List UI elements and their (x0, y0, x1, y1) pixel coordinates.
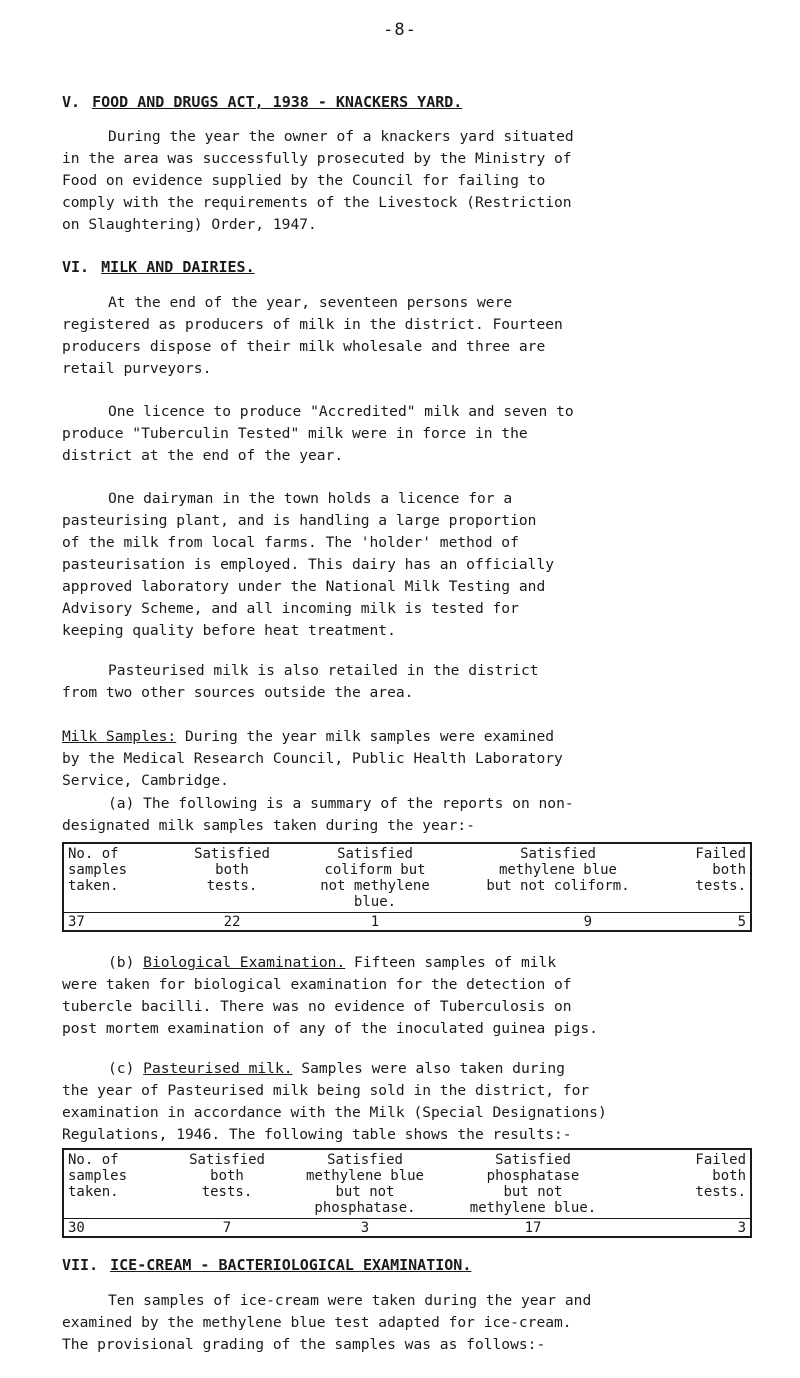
table-c-header: Satisfied phosphatase but not methylene blue. (444, 1149, 622, 1219)
section-vii-heading (62, 1256, 471, 1274)
table-c-cell: 7 (168, 1219, 286, 1238)
table-a-cell: 1 (296, 913, 454, 932)
milk-samples-label: Milk Samples: (62, 728, 177, 745)
table-row (63, 1219, 751, 1238)
page-number: -8- (383, 20, 417, 40)
licences-paragraph: One licence to produce "Accredited" milk and seven to produce "Tuberculin Tested" milk were in force in the district at the end of the year. (62, 403, 574, 464)
section-vi-heading (62, 258, 255, 276)
ice-cream-paragraph: Ten samples of ice-cream were taken during the year and examined by the methylene blue test adapted for ice-cream. The provisional grading of the samples was as follows:- (62, 1292, 592, 1353)
table-a-header: No. of samples taken. (63, 843, 168, 913)
table-a-cell: 37 (63, 913, 168, 932)
milk-samples-paragraph (62, 726, 752, 792)
b-text: Fifteen samples of milk were taken for biological examination for the detection of tubercle bacilli. There was no evidence of Tuberculosis on post mortem examination of any of the inoculated guinea pigs. (62, 954, 598, 1037)
non-designated-samples-table (62, 842, 752, 932)
table-a-cell: 22 (168, 913, 296, 932)
table-c-header-row (63, 1149, 751, 1219)
table-c-cell: 3 (286, 1219, 444, 1238)
pasteurising-plant-paragraph: One dairyman in the town holds a licence for a pasteurising plant, and is handling a large proportion of the milk from local farms. The 'holder' method of pasteurisation is employed. This dairy has an officially approved laboratory under the National Milk Testing and Advisory Scheme, and all incoming milk is tested for keeping quality before heat treatment. (62, 490, 555, 639)
table-c-cell: 3 (622, 1219, 751, 1238)
pasteurised-milk-paragraph (62, 1058, 752, 1146)
table-a-cell: 5 (662, 913, 751, 932)
table-a-header-row (63, 843, 751, 913)
c-title: Pasteurised milk. (143, 1060, 293, 1077)
table-a-cell: 9 (454, 913, 662, 932)
table-row (63, 913, 751, 932)
c-label: (c) (108, 1060, 135, 1077)
table-c-header: Satisfied both tests. (168, 1149, 286, 1219)
c-text: Samples were also taken during the year of Pasteurised milk being sold in the district, for examination in accordance with the Milk (Special Designations) Regulations, 1946. The following table shows the results:- (62, 1060, 607, 1143)
pasteurised-samples-table (62, 1148, 752, 1238)
table-c-cell: 30 (63, 1219, 168, 1238)
table-a-header: Satisfied methylene blue but not coliform. (454, 843, 662, 913)
section-vi-number: VI. (62, 258, 90, 276)
table-c-header: Failed both tests. (622, 1149, 751, 1219)
milk-producers-paragraph: At the end of the year, seventeen persons were registered as producers of milk in the district. Fourteen producers dispose of their milk wholesale and three are retail purveyors. (62, 294, 563, 377)
section-vii-title: ICE-CREAM - BACTERIOLOGICAL EXAMINATION. (110, 1256, 472, 1274)
section-v-paragraph: During the year the owner of a knackers yard situated in the area was successfully prosecuted by the Ministry of Food on evidence supplied by the Council for failing to comply with the requirements of the Livestock (Restriction on Slaughtering) Order, 1947. (62, 128, 574, 233)
pasteurised-retail-paragraph: Pasteurised milk is also retailed in the district from two other sources outside the area. (62, 662, 539, 701)
section-vii-number: VII. (62, 1256, 99, 1274)
summary-a-paragraph: (a) The following is a summary of the reports on non- designated milk samples taken during the year:- (62, 795, 574, 834)
table-a-header: Satisfied coliform but not methylene blue. (296, 843, 454, 913)
b-label: (b) (108, 954, 135, 971)
section-v-number: V. (62, 93, 81, 111)
section-v-title: FOOD AND DRUGS ACT, 1938 - KNACKERS YARD. (92, 93, 463, 111)
table-c-header: No. of samples taken. (63, 1149, 168, 1219)
section-v-heading (62, 93, 462, 111)
biological-examination-paragraph (62, 952, 752, 1040)
b-title: Biological Examination. (143, 954, 346, 971)
section-vi-title: MILK AND DAIRIES. (101, 258, 255, 276)
table-a-header: Failed both tests. (662, 843, 751, 913)
table-c-header: Satisfied methylene blue but not phosphatase. (286, 1149, 444, 1219)
table-c-cell: 17 (444, 1219, 622, 1238)
table-a-header: Satisfied both tests. (168, 843, 296, 913)
milk-samples-text: During the year milk samples were examined by the Medical Research Council, Public Health Laboratory Service, Cambridge. (62, 728, 563, 789)
